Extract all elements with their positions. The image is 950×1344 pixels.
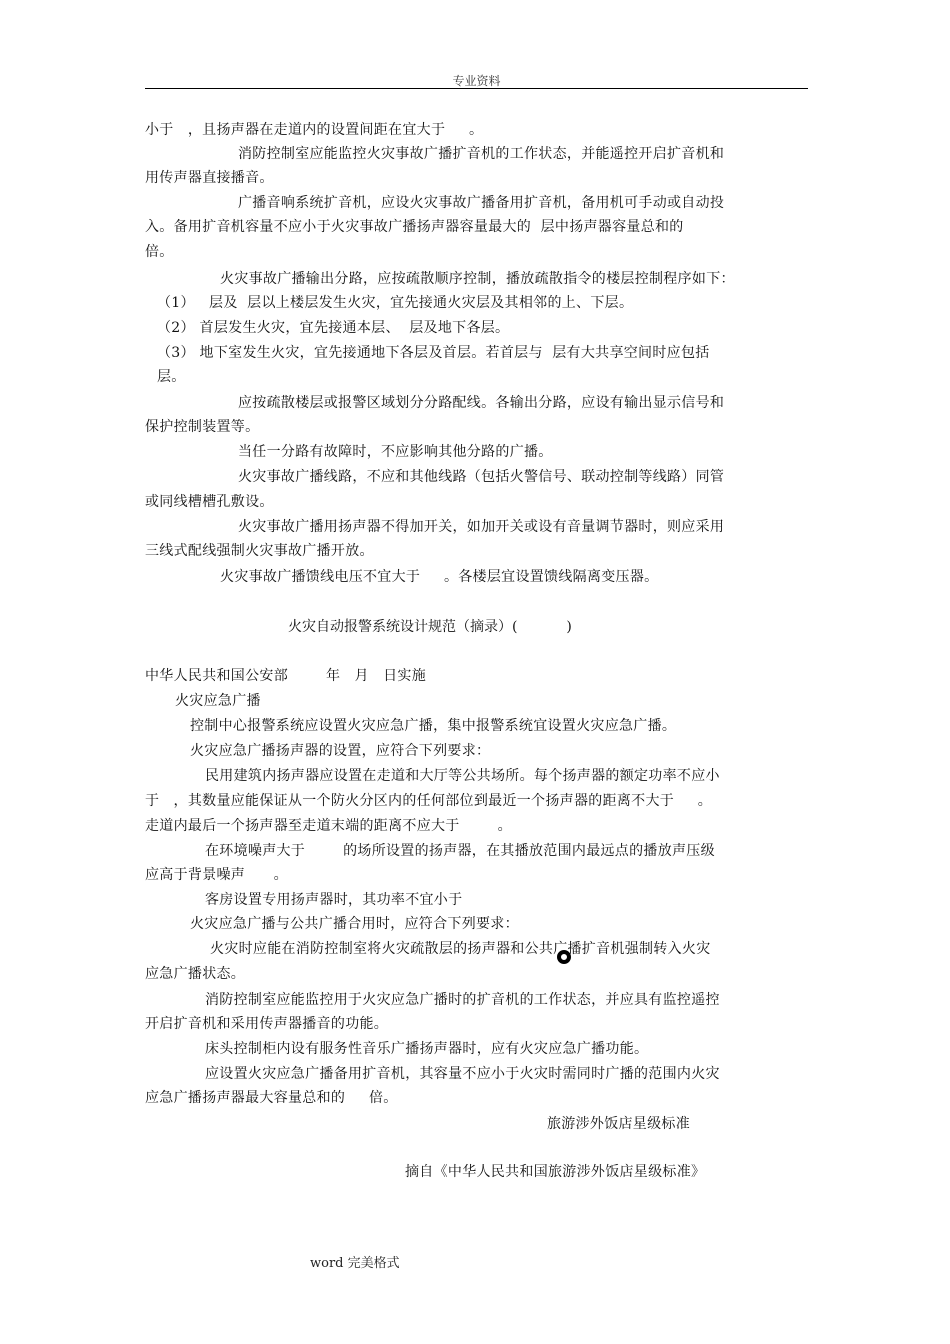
text-line: 开启扩音机和采用传声器播音的功能。	[145, 1016, 389, 1032]
text-line: 用传声器直接播音。	[145, 170, 274, 186]
text-line: 火灾事故广播馈线电压不宜大于 。各楼层宜设置馈线隔离变压器。	[220, 569, 659, 585]
text-line: 或同线槽槽孔敷设。	[145, 494, 274, 510]
text-line: 火灾时应能在消防控制室将火灾疏散层的扬声器和公共广播扩音机强制转入火灾	[210, 941, 711, 957]
text-line: 应高于背景噪声 。	[145, 867, 288, 883]
text-line: 火灾事故广播用扬声器不得加开关，如加开关或设有音量调节器时，则应采用	[238, 519, 725, 535]
text-line: 当任一分路有故障时，不应影响其他分路的广播。	[238, 444, 553, 460]
page-header: 专业资料	[452, 74, 501, 88]
page-footer: word 完美格式	[310, 1256, 400, 1271]
text-line: 火灾应急广播扬声器的设置，应符合下列要求：	[190, 743, 491, 759]
text-line: 广播音响系统扩音机，应设火灾事故广播备用扩音机，备用机可手动或自动投	[238, 195, 725, 211]
text-line: 应急广播状态。	[145, 966, 246, 982]
text-line: 入。备用扩音机容量不应小于火灾事故广播扬声器容量最大的 层中扬声器容量总和的	[145, 219, 684, 235]
text-line: 小于 ，且扬声器在走道内的设置间距在宜大于 。	[145, 122, 484, 138]
source-citation: 摘自《中华人民共和国旅游涉外饭店星级标准》	[405, 1164, 706, 1180]
issuer-line: 中华人民共和国公安部 年 月 日实施	[145, 668, 427, 684]
text-line: （2） 首层发生火灾，宜先接通本层、 层及地下各层。	[157, 320, 510, 336]
text-line: 火灾应急广播与公共广播合用时，应符合下列要求：	[190, 916, 519, 932]
text-line: 火灾事故广播线路，不应和其他线路（包括火警信号、联动控制等线路）同管	[238, 469, 725, 485]
text-line: 层。	[157, 369, 186, 385]
text-line: 旅游涉外饭店星级标准	[547, 1116, 690, 1132]
text-line: 应按疏散楼层或报警区域划分分路配线。各输出分路，应设有输出显示信号和	[238, 395, 725, 411]
text-line: 控制中心报警系统应设置火灾应急广播，集中报警系统宜设置火灾应急广播。	[190, 718, 677, 734]
text-line: 走道内最后一个扬声器至走道末端的距离不应大于 。	[145, 818, 512, 834]
text-line: 民用建筑内扬声器应设置在走道和大厅等公共场所。每个扬声器的额定功率不应小	[205, 768, 720, 784]
subsection-heading: 火灾应急广播	[175, 693, 261, 709]
text-line: 应急广播扬声器最大容量总和的 倍。	[145, 1090, 398, 1106]
text-line: （1） 层及 层以上楼层发生火灾，宜先接通火灾层及其相邻的上、下层。	[157, 295, 634, 311]
text-line: 火灾事故广播输出分路，应按疏散顺序控制，播放疏散指令的楼层控制程序如下：	[220, 271, 735, 287]
text-line: 客房设置专用扬声器时，其功率不宜小于	[205, 892, 463, 908]
text-line: 三线式配线强制火灾事故广播开放。	[145, 543, 374, 559]
text-line: 应设置火灾应急广播备用扩音机，其容量不应小于火灾时需同时广播的范围内火灾	[205, 1066, 720, 1082]
text-line: 倍。	[145, 244, 174, 260]
text-line: 消防控制室应能监控用于火灾应急广播时的扩音机的工作状态，并应具有监控遥控	[205, 992, 720, 1008]
text-line: 保护控制装置等。	[145, 419, 260, 435]
text-line: 床头控制柜内设有服务性音乐广播扬声器时，应有火灾应急广播功能。	[205, 1041, 649, 1057]
text-line: 于 ，其数量应能保证从一个防火分区内的任何部位到最近一个扬声器的距离不大于 。	[145, 793, 713, 809]
header-rule	[145, 88, 808, 89]
text-line: 在环境噪声大于 的场所设置的扬声器，在其播放范围内最远点的播放声压级	[205, 843, 715, 859]
cursor-ring-icon	[557, 950, 571, 964]
text-line: 消防控制室应能监控火灾事故广播扩音机的工作状态，并能遥控开启扩音机和	[238, 146, 725, 162]
text-line: （3） 地下室发生火灾，宜先接通地下各层及首层。若首层与 层有大共享空间时应包括	[157, 345, 710, 361]
section-title: 火灾自动报警系统设计规范（摘录）( )	[288, 619, 572, 635]
